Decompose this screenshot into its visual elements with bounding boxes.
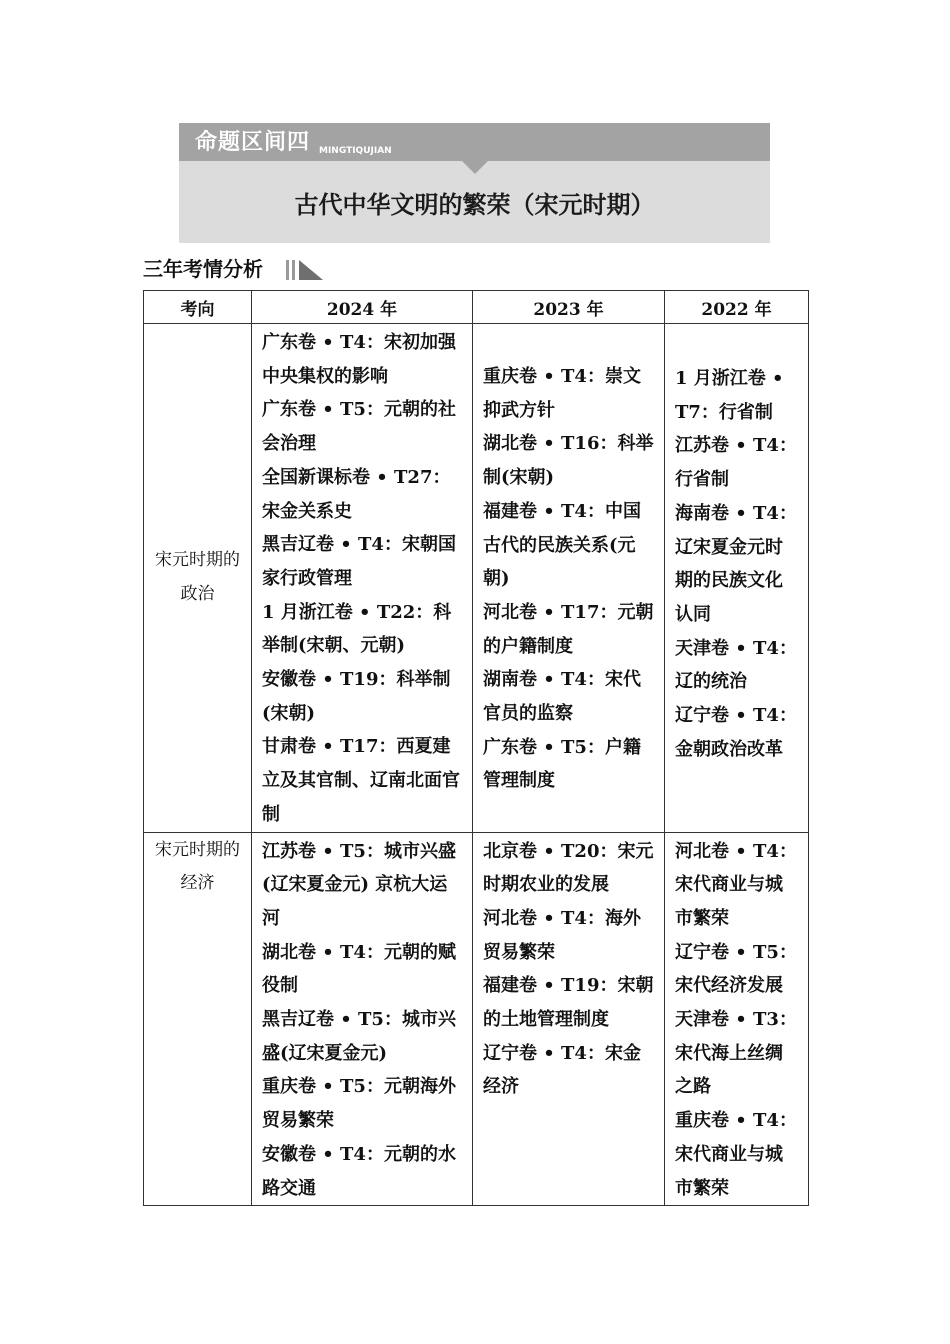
list-item: 黑吉辽卷 • T4：宋朝国家行政管理 bbox=[262, 534, 456, 589]
list-item: 天津卷 • T3：宋代海上丝绸之路 bbox=[675, 1009, 797, 1098]
cell-2024 bbox=[252, 832, 473, 1206]
list-item: 全国新课标卷 • T27：宋金关系史 bbox=[262, 466, 451, 522]
cell-2023-list bbox=[473, 833, 664, 1105]
topic-cell bbox=[144, 324, 252, 833]
topic-text: 宋元时期的政治 bbox=[155, 550, 240, 604]
table-header-row bbox=[144, 291, 809, 324]
cell-2024-list bbox=[252, 833, 472, 1206]
banner-pinyin: MINGTIQUJIAN bbox=[319, 146, 392, 156]
table-row bbox=[144, 324, 809, 833]
list-item: 重庆卷 • T5：元朝海外贸易繁荣 bbox=[262, 1076, 456, 1132]
cell-2022-list bbox=[665, 324, 808, 766]
list-item: 河北卷 • T4：宋代商业与城市繁荣 bbox=[675, 840, 797, 929]
list-item: 天津卷 • T4：辽的统治 bbox=[675, 637, 797, 693]
chapter-title: 古代中华文明的繁荣（宋元时期） bbox=[294, 191, 655, 219]
section-decoration-icon bbox=[285, 259, 325, 281]
header-2023: 2023 年 bbox=[473, 291, 665, 324]
cell-2023-list bbox=[473, 324, 664, 798]
topic-cell bbox=[144, 832, 252, 1206]
list-item: 海南卷 • T4：辽宋夏金元时期的民族文化认同 bbox=[675, 502, 797, 625]
list-item: 安徽卷 • T19：科举制(宋朝) bbox=[262, 669, 451, 724]
list-item: 辽宁卷 • T4：宋金经济 bbox=[483, 1042, 641, 1098]
section-title: 三年考情分析 bbox=[143, 257, 263, 281]
topic-text: 宋元时期的经济 bbox=[155, 839, 240, 894]
list-item: 湖北卷 • T4：元朝的赋役制 bbox=[262, 941, 456, 997]
cell-2022 bbox=[665, 832, 809, 1206]
cell-2023 bbox=[473, 832, 665, 1206]
cell-2024 bbox=[252, 324, 473, 833]
header-2022: 2022 年 bbox=[665, 291, 809, 324]
cell-2023 bbox=[473, 324, 665, 833]
list-item: 江苏卷 • T5：城市兴盛(辽宋夏金元) 京杭大运河 bbox=[262, 840, 456, 929]
list-item: 北京卷 • T20：宋元时期农业的发展 bbox=[483, 840, 654, 896]
list-item: 福建卷 • T19：宋朝的土地管理制度 bbox=[483, 975, 654, 1031]
list-item: 广东卷 • T5：户籍管理制度 bbox=[483, 736, 641, 792]
list-item: 广东卷 • T4：宋初加强中央集权的影响 bbox=[262, 332, 456, 387]
list-item: 广东卷 • T5：元朝的社会治理 bbox=[262, 399, 456, 455]
list-item: 1 月浙江卷 • T22：科举制(宋朝、元朝) bbox=[262, 601, 452, 657]
list-item: 辽宁卷 • T5：宋代经济发展 bbox=[675, 941, 797, 997]
list-item: 重庆卷 • T4：宋代商业与城市繁荣 bbox=[675, 1110, 797, 1199]
list-item: 湖南卷 • T4：宋代官员的监察 bbox=[483, 669, 641, 725]
cell-2022-list bbox=[665, 833, 808, 1206]
cell-2022 bbox=[665, 324, 809, 833]
list-item: 河北卷 • T4：海外贸易繁荣 bbox=[483, 907, 641, 963]
list-item: 河北卷 • T17：元朝的户籍制度 bbox=[483, 601, 654, 657]
list-item: 甘肃卷 • T17：西夏建立及其官制、辽南北面官制 bbox=[262, 736, 460, 825]
list-item: 安徽卷 • T4：元朝的水路交通 bbox=[262, 1143, 456, 1199]
header-2024: 2024 年 bbox=[252, 291, 473, 324]
list-item: 1 月浙江卷 • T7：行省制 bbox=[675, 368, 784, 423]
list-item: 黑吉辽卷 • T5：城市兴盛(辽宋夏金元) bbox=[262, 1009, 456, 1064]
chapter-banner bbox=[179, 123, 770, 243]
cell-2024-list bbox=[252, 324, 472, 832]
table-row bbox=[144, 832, 809, 1206]
header-topic: 考向 bbox=[144, 291, 252, 324]
exam-analysis-table bbox=[143, 290, 809, 1206]
banner-pointer bbox=[462, 161, 488, 174]
list-item: 湖北卷 • T16：科举制(宋朝) bbox=[483, 433, 654, 489]
list-item: 重庆卷 • T4：崇文抑武方针 bbox=[483, 366, 641, 421]
banner-label: 命题区间四 bbox=[195, 130, 311, 155]
list-item: 江苏卷 • T4：行省制 bbox=[675, 435, 797, 491]
list-item: 辽宁卷 • T4：金朝政治改革 bbox=[675, 705, 797, 760]
list-item: 福建卷 • T4：中国古代的民族关系(元朝) bbox=[483, 500, 641, 590]
